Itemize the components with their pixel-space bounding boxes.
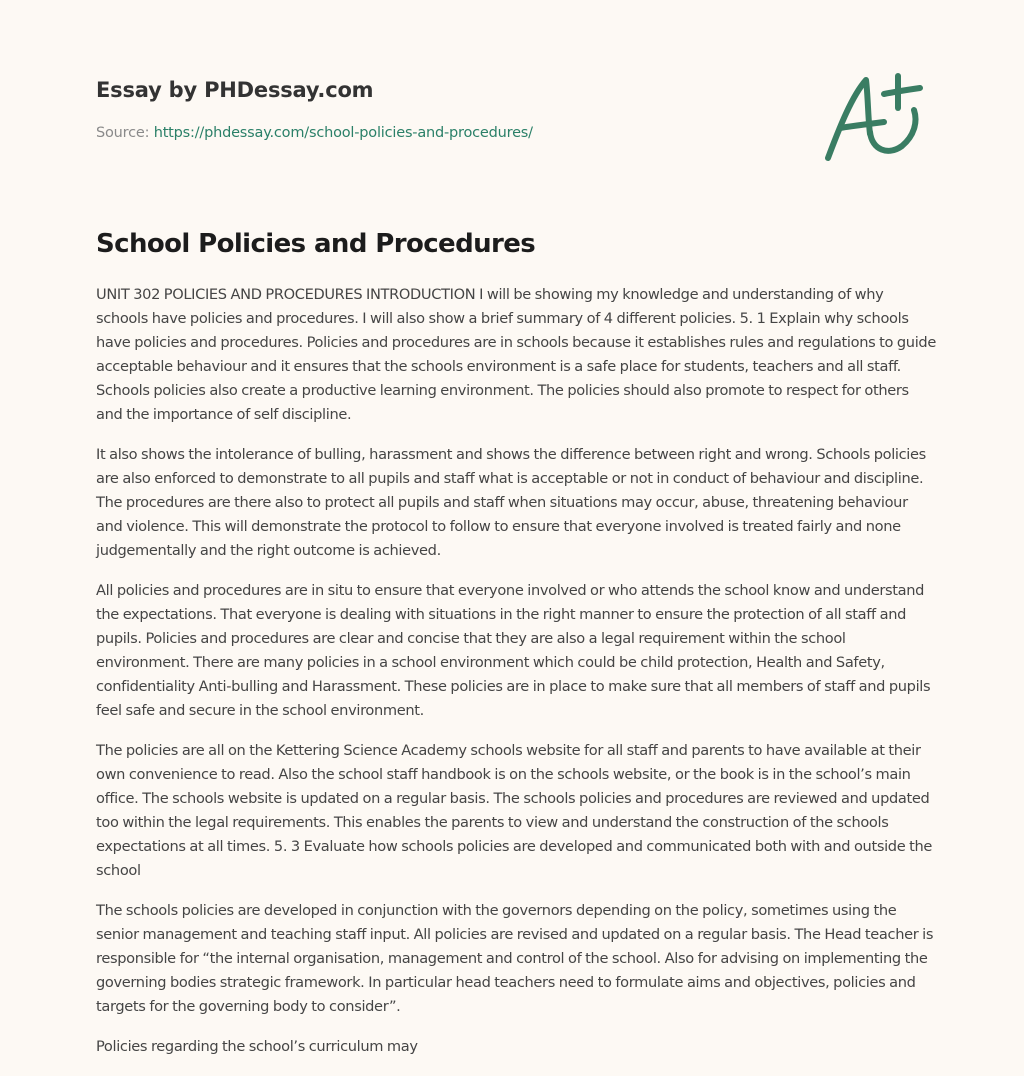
site-header bbox=[96, 74, 796, 143]
paragraph-4: The policies are all on the Kettering Science Academy schools website for all staff and parents to have available at their own convenience to read. Also the school staff handbook is on the schools website, or the book is in the school’s main office. The schools website is updated on a regular basis. The schools policies and procedures are reviewed and updated too within the legal requirements. This enables the parents to view and understand the construction of the schools expectations at all times. 5. 3 Evaluate how schools policies are developed and communicated both with and outside the school bbox=[96, 742, 933, 879]
page-title: School Policies and Procedures bbox=[96, 229, 536, 259]
source-label: Source: bbox=[96, 125, 154, 141]
paragraph-5: The schools policies are developed in conjunction with the governors depending on the policy, sometimes using the senior management and teaching staff input. All policies are revised and updated on a regular basis. The Head teacher is responsible for “the internal organisation, management and control of the school. Also for advising on implementing the governing bodies strategic framework. In particular head teachers need to formulate aims and objectives, policies and targets for the governing body to consider”. bbox=[96, 902, 934, 1015]
paragraph-6: Policies regarding the school’s curriculum may bbox=[96, 1038, 418, 1055]
paragraph-2: It also shows the intolerance of bulling, harassment and shows the difference between right and wrong. Schools policies are also enforced to demonstrate to all pupils and staff what is acceptable or not in conduct of behaviour and discipline. The procedures are there also to protect all pupils and staff when situations may occur, abuse, threatening behaviour and violence. This will demonstrate the protocol to follow to ensure that everyone involved is treated fairly and none judgementally and the right outcome is achieved. bbox=[96, 446, 926, 559]
paragraph-3: All policies and procedures are in situ to ensure that everyone involved or who attends the school know and understand the expectations. That everyone is dealing with situations in the right manner to ensure the protection of all staff and pupils. Policies and procedures are clear and concise that they are also a legal requirement within the school environment. There are many policies in a school environment which could be child protection, Health and Safety, confidentiality Anti-bulling and Harassment. These policies are in place to make sure that all members of staff and pupils feel safe and secure in the school environment. bbox=[96, 582, 931, 719]
source-link[interactable]: https://phdessay.com/school-policies-and-procedures/ bbox=[153, 125, 533, 141]
source-line bbox=[96, 123, 796, 143]
a-plus-logo-icon bbox=[818, 66, 933, 166]
paragraph-1: UNIT 302 POLICIES AND PROCEDURES INTRODUCTION I will be showing my knowledge and understanding of why schools have policies and procedures. I will also show a brief summary of 4 different policies. 5. 1 Explain why schools have policies and procedures. Policies and procedures are in schools because it establishes rules and regulations to guide acceptable behaviour and it ensures that the schools environment is a safe place for students, teachers and all staff. Schools policies also create a productive learning environment. The policies should also promote to respect for others and the importance of self discipline. bbox=[96, 286, 936, 423]
article bbox=[96, 224, 936, 1075]
site-title: Essay by PHDessay.com bbox=[96, 78, 374, 102]
